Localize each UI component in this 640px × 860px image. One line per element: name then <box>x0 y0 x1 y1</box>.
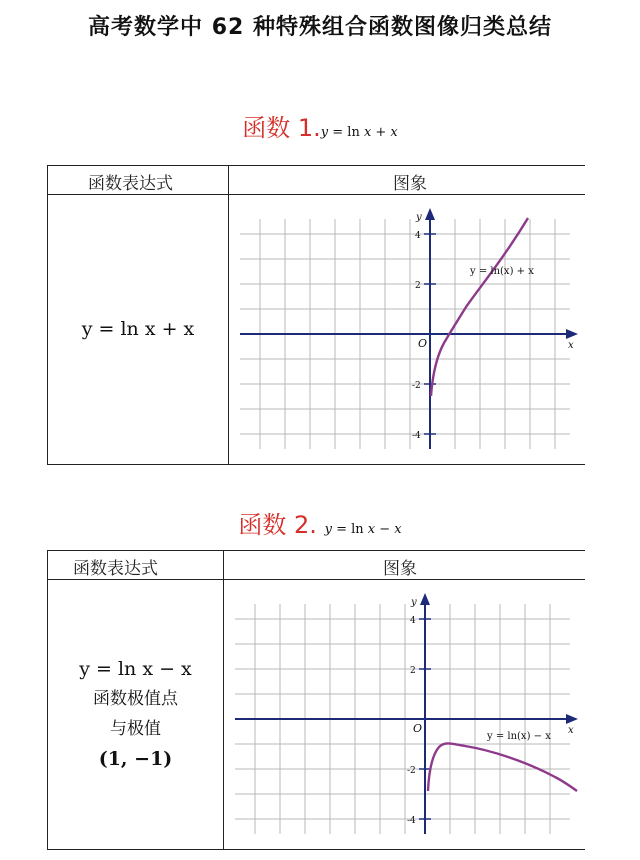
function-1-table <box>47 165 585 465</box>
function-2-heading <box>0 505 640 540</box>
axes <box>235 593 578 834</box>
x-axis-label: x <box>568 340 574 351</box>
y-axis-label: y <box>416 212 422 223</box>
y-tick-label: -2 <box>407 766 416 776</box>
function-1-expression-cell <box>48 194 228 464</box>
function-1-graph <box>230 194 584 464</box>
function-1-heading-formula: y = ln x + x <box>320 125 398 140</box>
y-tick-label: 4 <box>415 231 421 241</box>
function-2-label: 函数 2. <box>238 511 317 539</box>
table-header-row <box>48 551 585 580</box>
page-title: 高考数学中 62 种特殊组合函数图像归类总结 <box>88 15 552 40</box>
function-2-expression: y = ln x − x <box>79 658 192 680</box>
y-tick-label: -4 <box>412 431 421 441</box>
function-2-curve-label: y = ln(x) − x <box>487 731 551 742</box>
function-2-expression-cell <box>48 579 223 849</box>
expression-column-header: 函数表达式 <box>73 559 158 579</box>
y-tick-label: 2 <box>410 666 416 676</box>
column-divider <box>223 551 224 849</box>
extremum-point-label: 函数极值点 <box>93 689 178 709</box>
axes <box>240 208 578 449</box>
graph-column-header: 图象 <box>393 174 427 194</box>
graph-column-header: 图象 <box>383 559 417 579</box>
function-1-label: 函数 1. <box>242 114 321 142</box>
x-axis-label: x <box>568 725 574 736</box>
y-tick-label: -2 <box>412 381 421 391</box>
function-1-curve-label: y = ln(x) + x <box>470 266 534 277</box>
origin-label: O <box>418 337 428 350</box>
origin-label: O <box>413 722 423 735</box>
function-1-expression: y = ln x + x <box>81 318 195 340</box>
extremum-coordinates: (1, −1) <box>98 748 173 770</box>
y-tick-label: -4 <box>407 816 416 826</box>
y-axis-label: y <box>411 597 417 608</box>
expression-column-header: 函数表达式 <box>88 174 173 194</box>
table-header-row <box>48 166 585 195</box>
extremum-value-label: 与极值 <box>110 719 161 739</box>
function-1-heading <box>0 108 640 143</box>
column-divider <box>228 166 229 464</box>
function-2-heading-formula: y = ln x − x <box>324 522 402 537</box>
function-2-table <box>47 550 585 850</box>
function-2-graph <box>225 579 584 849</box>
y-tick-label: 4 <box>410 616 416 626</box>
y-tick-label: 2 <box>415 281 421 291</box>
